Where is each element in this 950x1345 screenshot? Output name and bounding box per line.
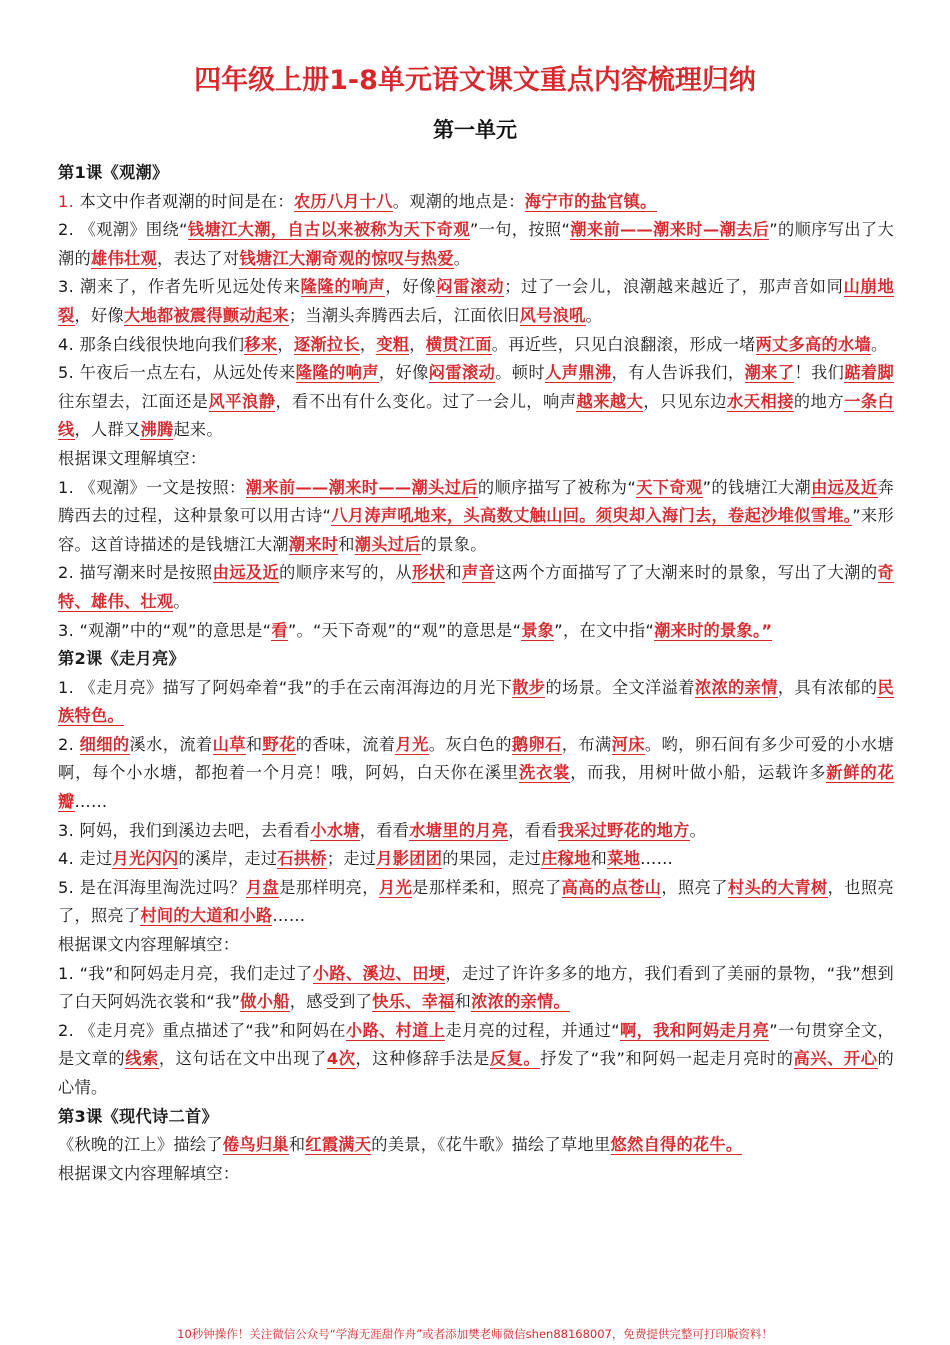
highlighted-answer: 村间的大道和小路 (140, 906, 273, 926)
highlighted-answer: 潮来前——潮来时——潮头过后 (245, 477, 478, 497)
highlighted-answer: 庄稼地 (541, 849, 591, 869)
text-segment: ”来形容。这首诗描述的是钱塘江大潮 (58, 506, 894, 554)
text-segment: 的顺序描写了被称为“ (477, 477, 637, 497)
highlighted-answer: 潮来前——潮来时—潮去后 (570, 220, 770, 240)
text-segment: 第1课《观潮》 (58, 163, 169, 182)
lesson-heading (58, 159, 894, 188)
highlighted-answer: 逐渐拉长 (293, 334, 360, 354)
text-segment: 2. 《观潮》围绕“ (58, 220, 188, 240)
document-body (58, 159, 894, 1188)
text-segment: 的顺序来写的，从 (279, 563, 413, 583)
highlighted-answer: 越来越大 (576, 391, 644, 411)
text-segment: ”，在文中指“ (554, 620, 655, 640)
text-segment: ，走过了许许多多的地方，我们看到了美丽的景物，“我”想到了白天阿妈洗衣裳和“我” (58, 963, 895, 1012)
text-segment: 4. 走过 (58, 849, 113, 869)
highlighted-answer: 做小船 (240, 992, 290, 1012)
paragraph (58, 1131, 894, 1160)
highlighted-answer: 钱塘江大潮奇观的惊叹与热爱 (239, 248, 454, 268)
text-segment: 第3课《现代诗二首》 (58, 1106, 218, 1126)
text-segment: ，只见东边 (643, 391, 728, 411)
highlighted-answer: 啊，我和阿妈走月亮 (619, 1020, 770, 1040)
text-segment: 。 (173, 591, 190, 611)
text-segment: 。 (453, 248, 471, 268)
highlighted-answer: 月影团团 (376, 849, 443, 869)
highlighted-answer: 细细的 (79, 734, 130, 754)
text-segment: 和 (338, 534, 355, 554)
paragraph (58, 188, 894, 217)
highlighted-answer: 浓浓的亲情。 (471, 992, 571, 1012)
text-segment: 奔腾西去的过程，这种景象可以用古诗“ (58, 477, 894, 526)
highlighted-answer: 高高的点苍山 (561, 877, 662, 897)
text-segment: 和 (445, 563, 462, 583)
text-segment: 3. 潮来了，作者先听见远处传来 (58, 277, 301, 297)
highlighted-answer: 由远及近 (811, 477, 878, 497)
highlighted-answer: 高兴、开心 (793, 1049, 878, 1069)
highlighted-answer: 潮来时 (288, 534, 339, 554)
text-segment: 和 (288, 1135, 306, 1155)
text-segment: 的场景。全文洋溢着 (545, 677, 695, 697)
text-segment: ， (409, 334, 426, 354)
text-segment: 和 (454, 992, 472, 1012)
text-segment: …… (640, 849, 674, 869)
highlighted-answer: 小水塘 (310, 820, 360, 840)
text-segment: 根据课文内容理解填空： (58, 1163, 240, 1183)
highlighted-answer: 月光闪闪 (112, 849, 179, 869)
text-segment: 是那样柔和，照亮了 (412, 877, 562, 897)
highlighted-answer: 移来 (244, 334, 278, 354)
highlighted-answer: 潮来时的景象。” (654, 620, 773, 640)
text-segment: 。 (689, 820, 707, 840)
paragraph (58, 931, 894, 960)
paragraph (58, 359, 894, 445)
text-segment: ”的顺序写出了大潮的 (58, 220, 894, 268)
highlighted-answer: 我采过野花的地方 (557, 820, 690, 840)
highlighted-answer: 鹅卵石 (511, 734, 562, 754)
text-segment: 本文中作者观潮的时间是在： (79, 191, 294, 211)
highlighted-answer: 风号浪吼 (519, 305, 586, 325)
highlighted-answer: 月光 (378, 877, 413, 897)
highlighted-answer: 4次 (326, 1049, 356, 1069)
text-segment: ，这种修辞手法是 (355, 1049, 490, 1069)
highlighted-answer: 闷雷滚动 (428, 363, 496, 383)
text-segment: 5. 午夜后一点左右，从远处传来 (58, 363, 296, 383)
text-segment: 抒发了“我”和阿妈一起走月亮时的 (540, 1049, 794, 1069)
paragraph (58, 874, 894, 931)
text-segment: ”的钱塘江大潮 (702, 477, 812, 497)
text-segment: 的溪岸，走过 (178, 849, 278, 869)
paragraph (58, 731, 894, 817)
text-segment: ，具有浓郁的 (777, 677, 878, 697)
highlighted-answer: 村头的大青树 (727, 877, 828, 897)
paragraph (58, 559, 894, 616)
text-segment: ，看看 (359, 820, 410, 840)
text-segment: ，人群又 (74, 420, 141, 440)
text-segment: 3. “观潮”中的“观”的意思是“ (58, 620, 272, 640)
text-segment: ，好像 (385, 277, 437, 297)
text-segment: ，看看 (508, 820, 558, 840)
highlighted-answer: 一条白线 (58, 391, 895, 440)
page-title: 四年级上册1-8单元语文课文重点内容梳理归纳 (194, 65, 756, 96)
text-segment: ；过了一会儿，浪潮越来越近了，那声音如同 (504, 277, 844, 297)
text-segment: 和 (245, 734, 263, 754)
text-segment: ，布满 (561, 734, 612, 754)
highlighted-answer: 新鲜的花瓣 (58, 763, 894, 812)
highlighted-answer: 浓浓的亲情 (694, 677, 778, 697)
paragraph (58, 1160, 894, 1189)
text-segment: ，而我，用树叶做小船，运载许多 (570, 763, 827, 783)
text-segment: 可爱的小水塘啊，每个小水塘，都抱着一个月亮！哦，阿妈，白天你在溪里 (58, 734, 895, 783)
text-segment: 起来。 (173, 420, 223, 440)
paragraph (58, 960, 894, 1017)
text-segment: 。再近些，只见白浪翻滚，形成一堵 (491, 334, 756, 354)
highlighted-answer: 倦鸟归巢 (222, 1135, 289, 1155)
footer-promo: 10秒钟操作！关注微信公众号“学海无涯甜作舟”或者添加樊老师微信shen88168007，免费提供完整可打印版资料！ (177, 1327, 773, 1341)
highlighted-answer: 雄伟壮观 (90, 248, 157, 268)
text-segment: ，感受到了 (289, 992, 373, 1012)
highlighted-answer: 隆隆的响声 (295, 363, 379, 383)
highlighted-answer: 水塘里的月亮 (409, 820, 509, 840)
paragraph (58, 674, 894, 731)
text-segment: ；当潮头奔腾西去后，江面依旧 (288, 305, 520, 325)
text-segment: ”。“天下奇观”的“观”的意思是“ (287, 620, 522, 640)
highlighted-answer: 农历八月十八 (293, 191, 393, 211)
highlighted-answer: 沸腾 (140, 420, 174, 440)
text-segment: 2. (58, 734, 80, 754)
paragraph (58, 445, 894, 474)
text-segment: 的果园，走过 (442, 849, 542, 869)
text-segment: 。顿时 (495, 363, 546, 383)
paragraph (58, 817, 894, 846)
highlighted-answer: 奇特、雄伟、壮观 (58, 563, 895, 611)
text-segment: 4. 那条白线很快地向我们 (58, 334, 245, 354)
text-segment: 2. 描写潮来时是按照 (58, 563, 213, 583)
highlighted-answer: 快乐、幸福 (372, 992, 455, 1012)
text-segment: ，表达了对 (156, 248, 240, 268)
text-segment: ， (359, 334, 377, 354)
paragraph (58, 845, 894, 874)
highlighted-answer: 两丈多高的水墙 (755, 334, 871, 354)
text-segment: …… (272, 906, 306, 926)
highlighted-answer: 变粗 (376, 334, 410, 354)
text-segment: 。观潮的地点是： (392, 191, 525, 211)
text-segment: ，照亮了 (661, 877, 728, 897)
highlighted-answer: 闷雷滚动 (436, 277, 505, 297)
highlighted-answer: 水天相接 (727, 391, 794, 411)
text-segment: 1. 《走月亮》描写了阿妈牵着“我”的手在云南洱海边的月光下 (58, 677, 513, 697)
text-segment: ！我们 (794, 363, 845, 383)
text-segment: ，好像 (74, 305, 124, 325)
text-segment: 。灰白色的 (428, 734, 512, 754)
text-segment: 。 (870, 334, 888, 354)
text-segment: 的地方 (793, 391, 845, 411)
unit-heading: 第一单元 (433, 118, 517, 142)
text-segment: ，看不出有什么变化。过了一会儿，响声 (275, 391, 577, 411)
text-segment: 根据课文理解填空： (58, 448, 207, 468)
highlighted-answer: 声音 (461, 563, 496, 583)
highlighted-answer: 红霞满天 (305, 1135, 372, 1155)
highlighted-answer: 景象 (521, 620, 555, 640)
text-segment: 。哟，卵石间有多少 (644, 734, 795, 754)
highlighted-answer: 大地都被震得颤动起来 (123, 305, 289, 325)
highlighted-answer: 菜地 (607, 849, 641, 869)
highlighted-answer: 小路、溪边、田埂 (312, 963, 446, 983)
highlighted-answer: 河床 (611, 734, 645, 754)
text-segment: 往东望去，江面还是 (58, 391, 209, 411)
text-segment: ”一句贯穿全文，是文章的 (58, 1020, 894, 1069)
paragraph (58, 273, 894, 330)
text-segment: 走月亮的过程，并通过“ (445, 1020, 620, 1040)
text-segment: 的心情。 (58, 1049, 895, 1097)
highlighted-answer: 月光 (395, 734, 429, 754)
highlighted-answer: 形状 (412, 563, 446, 583)
text-segment: 的香味，流着 (295, 734, 396, 754)
text-segment: 和 (590, 849, 608, 869)
item-number: 1. (58, 191, 80, 211)
text-segment: ；走过 (326, 849, 377, 869)
text-segment: 。 (585, 305, 603, 325)
text-segment: ，这句话在文中出现了 (158, 1049, 327, 1069)
highlighted-answer: 踮着脚 (844, 363, 895, 383)
text-segment: 溪水，流着 (129, 734, 213, 754)
highlighted-answer: 潮头过后 (354, 534, 421, 554)
highlighted-answer: 由远及近 (212, 563, 280, 583)
text-segment: 2. 《走月亮》重点描述了“我”和阿妈在 (58, 1020, 346, 1040)
text-segment: …… (74, 792, 108, 812)
highlighted-answer: 小路、村道上 (345, 1020, 446, 1040)
text-segment: 的美景，《花牛歌》描绘了草地里 (371, 1135, 611, 1155)
lesson-heading (58, 645, 894, 674)
highlighted-answer: 民族特色。 (58, 677, 894, 726)
highlighted-answer: 人声鼎沸 (545, 363, 612, 383)
highlighted-answer: 山草 (212, 734, 246, 754)
highlighted-answer: 天下奇观 (636, 477, 703, 497)
text-segment: 1. “我”和阿妈走月亮，我们走过了 (58, 963, 313, 983)
highlighted-answer: 反复。 (489, 1049, 541, 1069)
text-segment: ，也照亮了，照亮了 (58, 877, 894, 926)
highlighted-answer: 八月涛声吼地来，头高数丈触山回。须臾却入海门去，卷起沙堆似雪堆。 (331, 506, 853, 526)
paragraph (58, 1017, 894, 1103)
text-segment: ，好像 (378, 363, 429, 383)
highlighted-answer: 月盘 (245, 877, 280, 897)
text-segment: 3. 阿妈，我们到溪边去吧，去看看 (58, 820, 311, 840)
highlighted-answer: 隆隆的响声 (300, 277, 386, 297)
text-segment: 《秋晚的江上》描绘了 (58, 1135, 223, 1155)
highlighted-answer: 海宁市的盐官镇。 (524, 191, 657, 211)
text-segment: 这两个方面描写了了大潮来时的景象，写出了大潮的 (495, 563, 878, 583)
highlighted-answer: 悠然自得的花牛。 (610, 1135, 743, 1155)
highlighted-answer: 石拱桥 (277, 849, 327, 869)
highlighted-answer: 潮来了 (744, 363, 795, 383)
text-segment: 的景象。 (420, 534, 487, 554)
highlighted-answer: 看 (271, 620, 288, 640)
text-segment: 是那样明亮， (279, 877, 379, 897)
text-segment: 5. 是在洱海里淘洗过吗？ (58, 877, 246, 897)
highlighted-answer: 散步 (512, 677, 546, 697)
highlighted-answer: 横贯江面 (425, 334, 492, 354)
highlighted-answer: 洗衣裳 (518, 763, 571, 783)
text-segment: ”一句，按照“ (469, 220, 571, 240)
text-segment: 第2课《走月亮》 (58, 649, 185, 669)
highlighted-answer: 线索 (125, 1049, 159, 1069)
text-segment: ， (277, 334, 294, 354)
paragraph (58, 474, 894, 560)
highlighted-answer: 风平浪静 (208, 391, 276, 411)
paragraph (58, 617, 894, 646)
highlighted-answer: 野花 (262, 734, 296, 754)
lesson-heading (58, 1103, 894, 1132)
text-segment: ，有人告诉我们， (611, 363, 745, 383)
text-segment: 根据课文内容理解填空： (58, 935, 240, 955)
paragraph (58, 216, 894, 273)
text-segment: 1. 《观潮》一文是按照： (58, 477, 246, 497)
highlighted-answer: 山崩地裂 (58, 277, 894, 325)
highlighted-answer: 钱塘江大潮，自古以来被称为天下奇观 (187, 220, 470, 240)
paragraph (58, 331, 894, 360)
